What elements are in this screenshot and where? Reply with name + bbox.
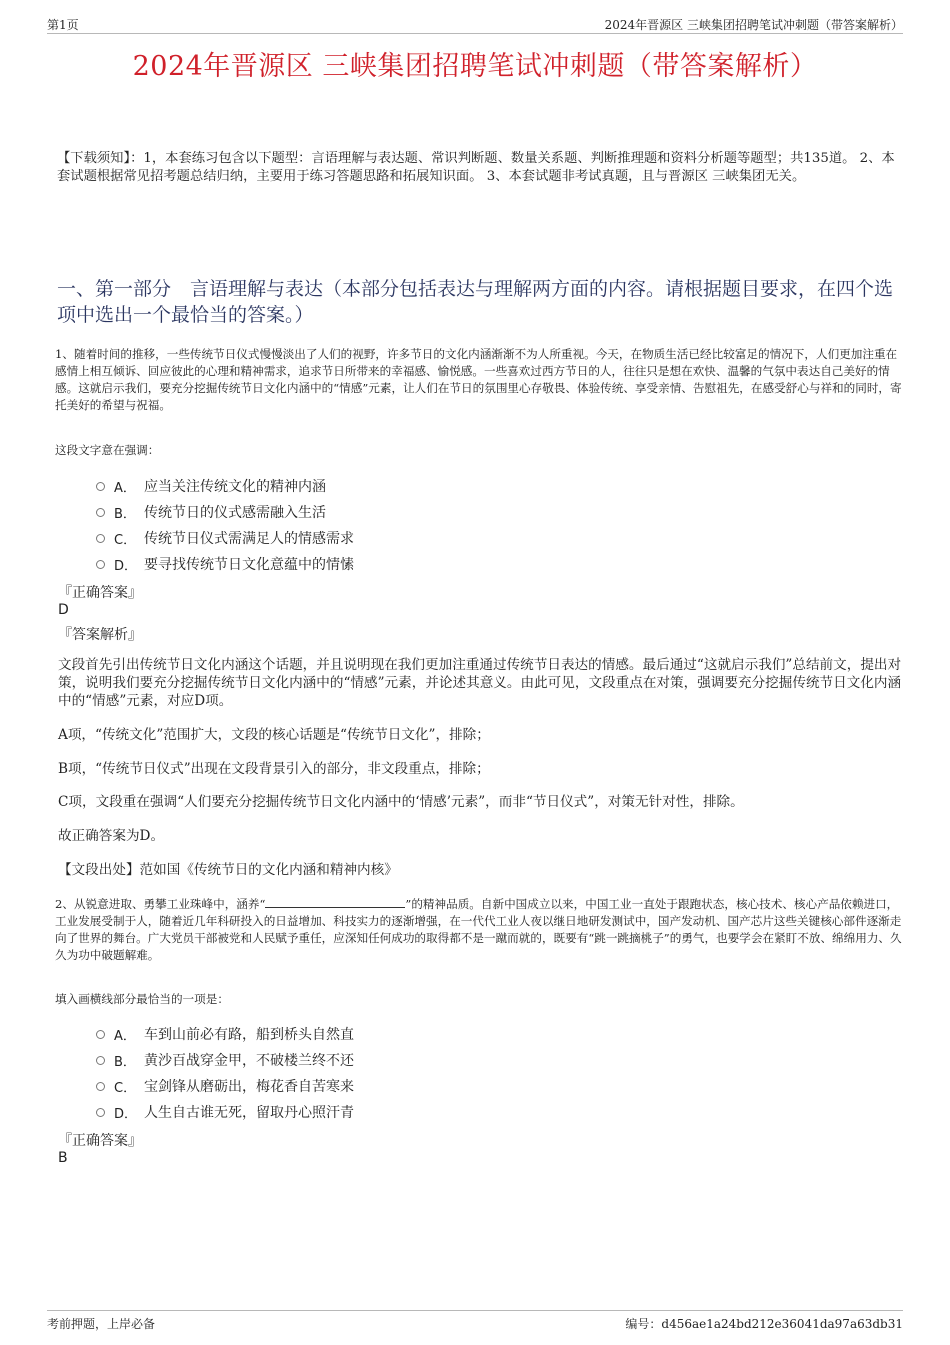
header-divider xyxy=(47,33,903,34)
analysis-conclusion: 故正确答案为D。 xyxy=(58,828,165,844)
footer-doc-id: 编号：d456ae1a24bd212e36041da97a63db31 xyxy=(625,1317,903,1331)
header-doc-title: 2024年晋源区 三峡集团招聘笔试冲刺题（带答案解析） xyxy=(604,18,903,32)
header-page-number: 第1页 xyxy=(47,18,79,32)
analysis-source: 【文段出处】范如国《传统节日的文化内涵和精神内核》 xyxy=(58,862,398,878)
fill-blank xyxy=(265,895,405,908)
answer-label: 『正确答案』 xyxy=(58,1133,142,1149)
option-b[interactable]: B． 黄沙百战穿金甲，不破楼兰终不还 xyxy=(96,1047,796,1073)
question-2-options xyxy=(96,1021,796,1125)
analysis-option-c: C项，文段重在强调“人们要充分挖掘传统节日文化内涵中的‘情感’元素”，而非“节日仪式”，对策无针对性，排除。 xyxy=(58,794,744,810)
radio-icon[interactable] xyxy=(96,1108,105,1117)
radio-icon[interactable] xyxy=(96,534,105,543)
option-c[interactable]: C． 宝剑锋从磨砺出，梅花香自苦寒来 xyxy=(96,1073,796,1099)
page-title: 2024年晋源区 三峡集团招聘笔试冲刺题（带答案解析） xyxy=(132,51,818,82)
download-notice: 【下载须知】：1，本套练习包含以下题型：言语理解与表达题、常识判断题、数量关系题、判断推理题和资料分析题等题型；共135道。 2、本套试题根据常见招考题总结归纳，主要用于练习答题思路和拓展知识面。 3、本套试题非考试真题，且与晋源区 三峡集团无关。 xyxy=(57,151,895,184)
analysis-option-b: B项，“传统节日仪式”出现在文段背景引入的部分，非文段重点，排除； xyxy=(58,761,490,777)
answer-value: D xyxy=(58,602,69,618)
option-d[interactable]: D． 人生自古谁无死，留取丹心照汗青 xyxy=(96,1099,796,1125)
question-2-text: 2、从锐意进取、勇攀工业珠峰中，涵养“ ”的精神品质。自新中国成立以来，中国工业一直处于跟跑状态，核心技术、核心产品依赖进口，工业发展受制于人，随着近几年科研投入的日益增加、科技实力的逐渐增强，在一代代工业人夜以继日地研发测试中，国产发动机、国产芯片这些关键核心部件逐渐走向了世界的舞台。广大党员干部被党和人民赋予重任，应深知任何成功的取得都不是一蹴而就的，既要有“跳一跳摘桃子”的勇气，也要学会在紧盯不放、绵绵用力、久久为功中破题解难。 xyxy=(55,897,902,962)
footer-slogan: 考前押题，上岸必备 xyxy=(47,1317,156,1331)
question-1-prompt: 这段文字意在强调： xyxy=(55,443,160,457)
option-a[interactable]: A． 应当关注传统文化的精神内涵 xyxy=(96,473,796,499)
radio-icon[interactable] xyxy=(96,482,105,491)
section-heading: 一、第一部分 言语理解与表达（本部分包括表达与理解两方面的内容。请根据题目要求，在四个选项中选出一个最恰当的答案。） xyxy=(57,278,894,326)
option-c[interactable]: C． 传统节日仪式需满足人的情感需求 xyxy=(96,525,796,551)
analysis-paragraph: 文段首先引出传统节日文化内涵这个话题，并且说明现在我们更加注重通过传统节日表达的情感。最后通过“这就启示我们”总结前文，提出对策，说明我们要充分挖掘传统节日文化内涵中的“情感”元素，并论述其意义。由此可见，文段重点在对策，强调要充分挖掘传统节日文化内涵中的“情感”元素，对应D项。 xyxy=(58,657,902,709)
option-d[interactable]: D． 要寻找传统节日文化意蕴中的情愫 xyxy=(96,551,796,577)
radio-icon[interactable] xyxy=(96,1056,105,1065)
analysis-option-a: A项，“传统文化”范围扩大，文段的核心话题是“传统节日文化”，排除； xyxy=(58,727,490,743)
question-2-prompt: 填入画横线部分最恰当的一项是： xyxy=(55,992,229,1006)
footer-divider xyxy=(47,1310,903,1311)
option-a[interactable]: A． 车到山前必有路，船到桥头自然直 xyxy=(96,1021,796,1047)
question-1-text: 1、随着时间的推移，一些传统节日仪式慢慢淡出了人们的视野，许多节日的文化内涵渐渐不为人所重视。今天，在物质生活已经比较富足的情况下，人们更加注重在感情上相互倾诉、回应彼此的心理和精神需求，追求节日所带来的幸福感、愉悦感。一些喜欢过西方节日的人，往往只是想在欢快、温馨的气氛中表达自己美好的情感。这就启示我们，要充分挖掘传统节日文化内涵中的“情感”元素，让人们在节日的氛围里心存敬畏、体验传统、享受亲情、告慰祖先，在感受舒心与祥和的同时，寄托美好的希望与祝福。 xyxy=(55,347,902,412)
analysis-label: 『答案解析』 xyxy=(58,627,142,643)
radio-icon[interactable] xyxy=(96,560,105,569)
option-b[interactable]: B． 传统节日的仪式感需融入生活 xyxy=(96,499,796,525)
question-1-options xyxy=(96,473,796,577)
radio-icon[interactable] xyxy=(96,1030,105,1039)
answer-value: B xyxy=(58,1150,68,1166)
radio-icon[interactable] xyxy=(96,1082,105,1091)
answer-label: 『正确答案』 xyxy=(58,585,142,601)
radio-icon[interactable] xyxy=(96,508,105,517)
